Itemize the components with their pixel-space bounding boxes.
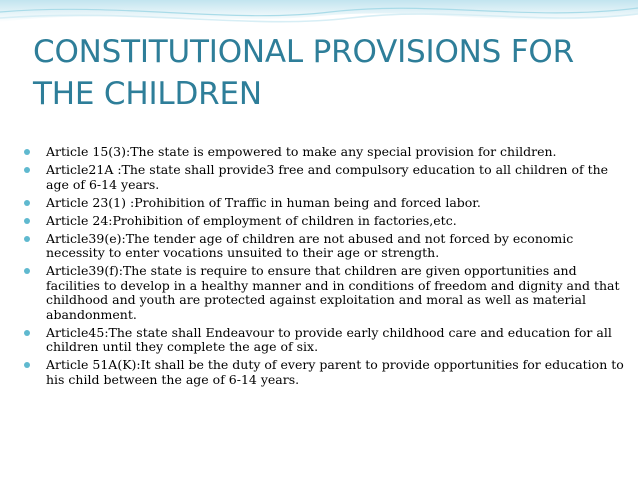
bullet-dot-icon <box>24 268 30 274</box>
bullet-list <box>22 145 627 391</box>
bullet-dot-icon <box>24 330 30 336</box>
title-line-1: CONSTITUTIONAL PROVISIONS FOR <box>33 34 574 70</box>
bullet-text: Article21A :The state shall provide3 free and compulsory education to all children of the age of 6-14 years. <box>46 162 609 192</box>
bullet-text: Article39(f):The state is require to ensure that children are given opportunities and facilities to develop in a healthy manner and in conditions of freedom and dignity and that childhood and youth are protected against exploitation and moral as well as material abandonment. <box>46 263 620 322</box>
bullet-dot-icon <box>24 149 30 155</box>
bullet-text: Article 51A(K):It shall be the duty of every parent to provide opportunities for education to his child between the age of 6-14 years. <box>46 357 624 387</box>
bullet-item <box>22 145 627 160</box>
bullet-item <box>22 214 627 229</box>
bullet-item <box>22 232 627 261</box>
bullet-item <box>22 326 627 355</box>
title-line-2: THE CHILDREN <box>33 76 262 112</box>
slide-title <box>33 31 623 115</box>
bullet-text: Article 15(3):The state is empowered to make any special provision for children. <box>46 144 557 159</box>
bullet-dot-icon <box>24 236 30 242</box>
bullet-item <box>22 264 627 322</box>
bullet-dot-icon <box>24 200 30 206</box>
bullet-dot-icon <box>24 218 30 224</box>
bullet-text: Article39(e):The tender age of children are not abused and not forced by economic necessity to enter vocations unsuited to their age or strength. <box>46 230 574 260</box>
bullet-item <box>22 163 627 192</box>
bullet-text: Article 23(1) :Prohibition of Traffic in human being and forced labor. <box>46 194 481 210</box>
bullet-item <box>22 196 627 211</box>
bullet-dot-icon <box>24 167 30 173</box>
bullet-item <box>22 358 627 387</box>
bullet-text: Article 24:Prohibition of employment of children in factories,etc. <box>46 212 457 228</box>
bullet-text: Article45:The state shall Endeavour to provide early childhood care and education for all children until they complete the age of six. <box>46 324 612 354</box>
bullet-dot-icon <box>24 362 30 368</box>
